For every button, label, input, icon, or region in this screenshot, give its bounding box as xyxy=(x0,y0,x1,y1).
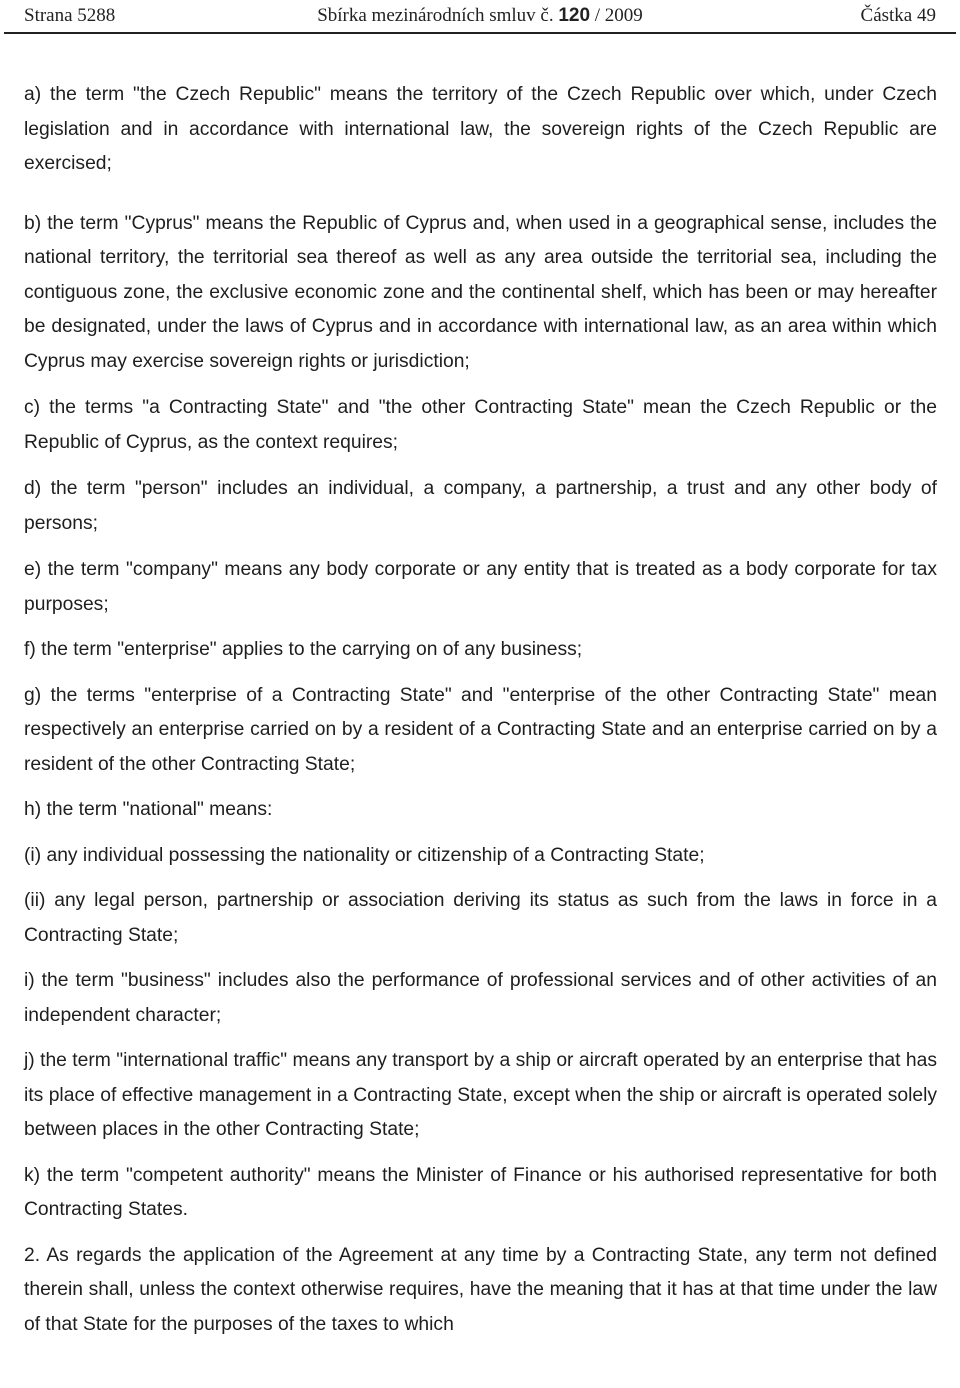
definition-h-ii: (ii) any legal person, partnership or association deriving its status as such from the laws in force in a Contracting State; xyxy=(24,890,937,946)
definition-h-i: (i) any individual possessing the nationality or citizenship of a Contracting State; xyxy=(24,844,705,866)
collection-prefix: Sbírka mezinárodních smluv č. xyxy=(317,5,554,26)
definition-c: c) the terms "a Contracting State" and "the other Contracting State" mean the Czech Republic or the Republic of Cyprus, as the context requires; xyxy=(24,397,937,453)
page-number-label: Strana 5288 xyxy=(24,5,116,26)
issue-number: 120 xyxy=(558,5,591,26)
part-label: Částka 49 xyxy=(860,5,936,26)
definition-e: e) the term "company" means any body corporate or any entity that is treated as a body corporate for tax purposes; xyxy=(24,559,937,615)
definition-a: a) the term "the Czech Republic" means the territory of the Czech Republic over which, under Czech legislation and in accordance with international law, the sovereign rights of the Czech Republic are exercised; xyxy=(24,84,937,174)
definition-h: h) the term "national" means: xyxy=(24,799,273,820)
definition-k: k) the term "competent authority" means the Minister of Finance or his authorised representative for both Contracting States. xyxy=(24,1164,937,1220)
definition-g: g) the terms "enterprise of a Contracting State" and "enterprise of the other Contracting State" mean respectively an enterprise carried on by a resident of a Contracting State and an enterprise carried on by a resident of the other Contracting State; xyxy=(24,684,937,775)
paragraph-2: 2. As regards the application of the Agreement at any time by a Contracting State, any term not defined therein shall, unless the context otherwise requires, have the meaning that it has at that time under the law of that State for the purposes of the taxes to which xyxy=(24,1244,937,1335)
issue-year: / 2009 xyxy=(590,5,643,26)
definition-j: j) the term "international traffic" means any transport by a ship or aircraft operated by an enterprise that has its place of effective management in a Contracting State, except when the ship or aircraft is operated solely between places in the other Contracting State; xyxy=(24,1050,937,1140)
header-rule xyxy=(4,32,956,34)
document-body xyxy=(24,78,937,1342)
definition-b: b) the term "Cyprus" means the Republic of Cyprus and, when used in a geographical sense, includes the national territory, the territorial sea thereof as well as any area outside the territorial sea, including the contiguous zone, the exclusive economic zone and the continental shelf, which has been or may hereafter be designated, under the laws of Cyprus and in accordance with international law, as an area within which Cyprus may exercise sovereign rights or jurisdiction; xyxy=(24,212,937,372)
page-header xyxy=(0,0,960,34)
collection-title xyxy=(0,5,960,27)
definition-d: d) the term "person" includes an individual, a company, a partnership, a trust and any other body of persons; xyxy=(24,478,937,534)
definition-f: f) the term "enterprise" applies to the carrying on of any business; xyxy=(24,639,583,660)
definition-i: i) the term "business" includes also the performance of professional services and of other activities of an independent character; xyxy=(24,970,937,1026)
